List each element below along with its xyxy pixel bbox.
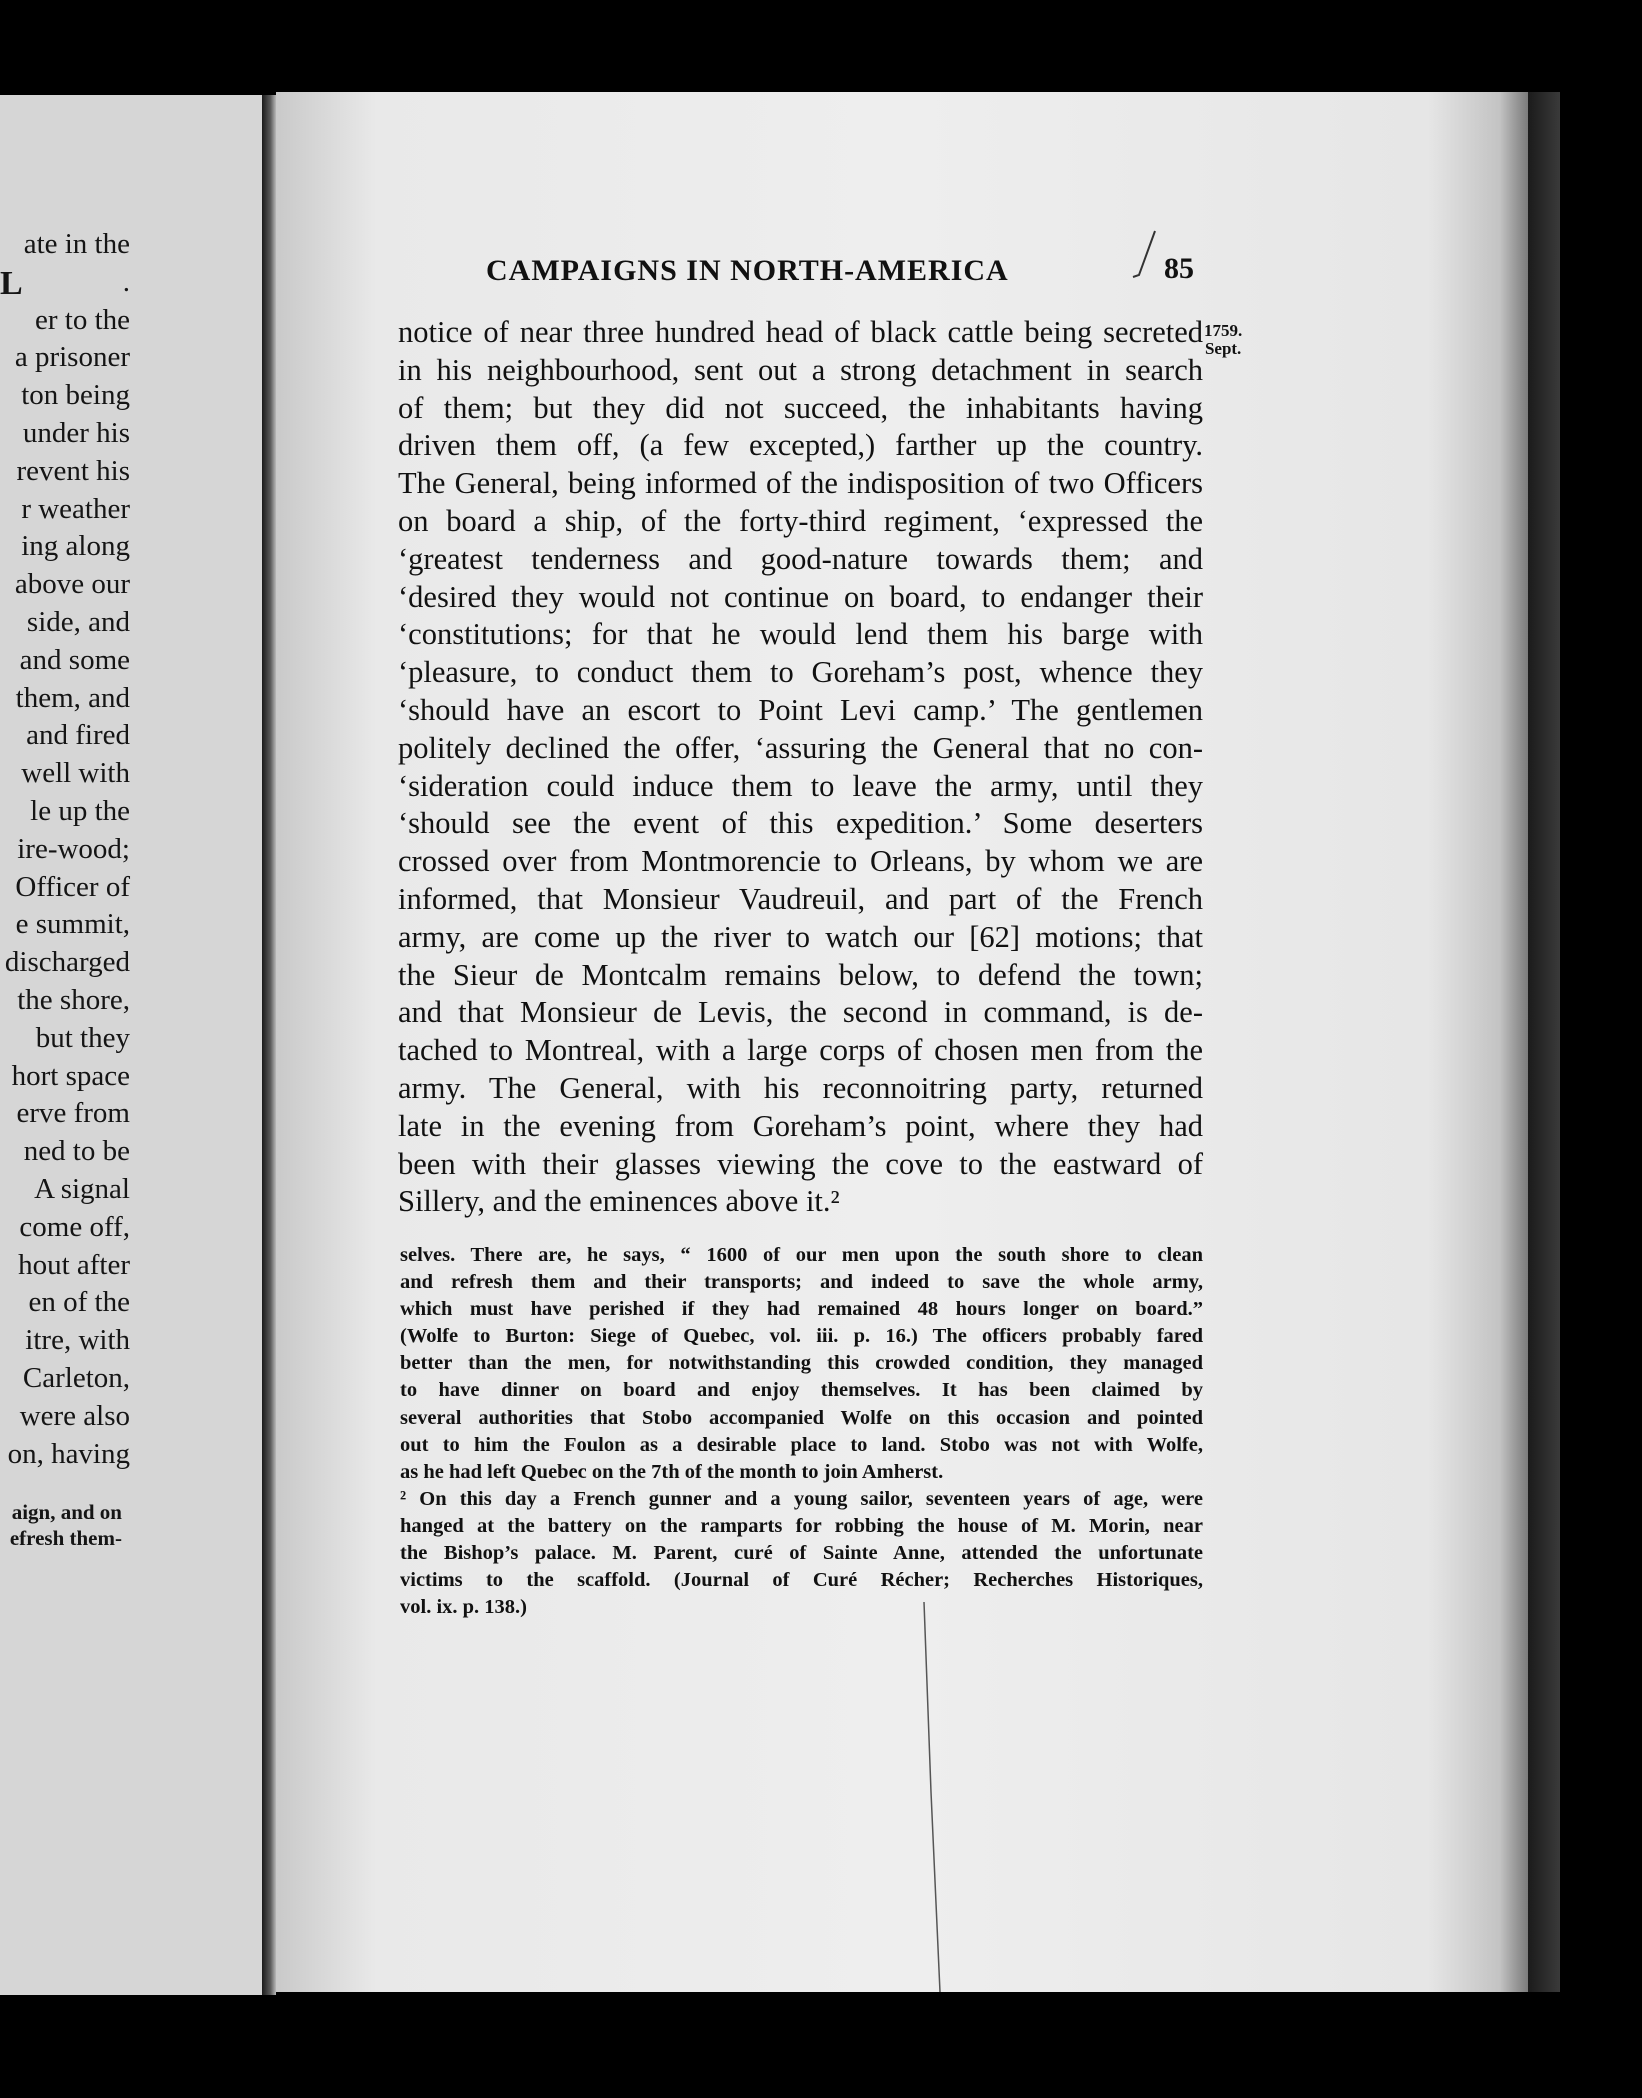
text-line: ‘greatest tenderness and good-nature towards them; and: [398, 541, 1203, 576]
footnote-line: as he had left Quebec on the 7th of the month to join Amherst.: [400, 1460, 944, 1483]
footnote-line: victims to the scaffold. (Journal of Curé Récher; Recherches Historiques,: [400, 1569, 1203, 1592]
left-page-line: A signal: [34, 1173, 130, 1205]
footnote-line: hanged at the battery on the ramparts for robbing the house of M. Morin, near: [400, 1514, 1203, 1537]
left-page-header-letter: L: [0, 265, 23, 302]
left-page-line: en of the: [28, 1286, 130, 1319]
left-page-line: revent his: [16, 454, 130, 487]
left-page-line: but they: [35, 1021, 130, 1054]
left-page-line: le up the: [30, 795, 130, 827]
left-page-line: hort space: [11, 1059, 130, 1092]
text-line: army, are come up the river to watch our [62] motions; that: [398, 919, 1203, 954]
left-page-line: er to the: [34, 303, 130, 336]
text-line: ‘should have an escort to Point Levi camp.’ The gentlemen: [398, 692, 1203, 727]
left-page-line: itre, with: [25, 1324, 130, 1357]
text-line: late in the evening from Goreham’s point, where they had: [398, 1108, 1203, 1143]
footnote-line: vol. ix. p. 138.): [400, 1596, 527, 1619]
left-page-line: a prisoner: [14, 341, 130, 374]
footnote-line: out to him the Foulon as a desirable place to land. Stobo was not with Wolfe,: [400, 1433, 1203, 1456]
left-page-line: Carleton,: [22, 1362, 130, 1394]
text-line: politely declined the offer, ‘assuring the General that no con-: [398, 730, 1203, 765]
text-line: and that Monsieur de Levis, the second in command, is de-: [398, 995, 1203, 1030]
text-line: been with their glasses viewing the cove to the eastward of: [398, 1146, 1203, 1181]
book-gutter: [262, 95, 276, 1995]
left-page-line: ned to be: [23, 1135, 130, 1168]
page-number: 85: [1164, 252, 1194, 285]
text-line: notice of near three hundred head of black cattle being secreted: [398, 315, 1203, 349]
margin-year: 1759.: [1204, 321, 1243, 340]
text-line: The General, being informed of the indisposition of two Officers: [398, 466, 1203, 501]
left-page-line: ing along: [21, 530, 130, 563]
left-page-line: ton being: [21, 379, 130, 412]
left-page-line: well with: [21, 757, 130, 790]
footnote-line: to have dinner on board and enjoy themselves. It has been claimed by: [400, 1379, 1203, 1402]
left-page-line: under his: [22, 417, 130, 449]
left-page-line: and some: [19, 643, 130, 676]
footnote-line: better than the men, for notwithstanding this crowded condition, they managed: [400, 1352, 1203, 1375]
text-line: in his neighbourhood, sent out a strong detachment in search: [398, 352, 1203, 387]
footnote-line: and refresh them and their transports; and indeed to save the whole army,: [400, 1271, 1203, 1294]
left-page-line: on, having: [7, 1437, 130, 1470]
text-line: of them; but they did not succeed, the inhabitants having: [398, 390, 1203, 425]
text-line: Sillery, and the eminences above it.²: [398, 1184, 840, 1219]
text-line: army. The General, with his reconnoitring party, returned: [398, 1070, 1203, 1105]
left-page-line: the shore,: [17, 984, 130, 1016]
right-page: [276, 92, 1528, 1992]
text-line: the Sieur de Montcalm remains below, to defend the town;: [398, 957, 1203, 992]
text-line: tached to Montreal, with a large corps of chosen men from the: [398, 1033, 1203, 1068]
footnote-line: several authorities that Stobo accompanied Wolfe on this occasion and pointed: [400, 1406, 1203, 1429]
left-page-line: e summit,: [15, 908, 130, 941]
left-page-line: erve from: [16, 1097, 130, 1130]
text-line: driven them off, (a few excepted,) farther up the country.: [398, 428, 1203, 463]
left-page-line: were also: [19, 1399, 130, 1432]
pencil-stroke-icon: [276, 92, 1528, 1992]
left-page-line: .: [122, 265, 130, 298]
left-page-line: come off,: [19, 1210, 130, 1243]
running-header: CAMPAIGNS IN NORTH-AMERICA: [486, 254, 1009, 287]
text-line: ‘desired they would not continue on board, to endanger their: [398, 579, 1203, 614]
left-page-footnote-line: efresh them-: [9, 1526, 122, 1550]
left-page-line: them, and: [15, 681, 130, 714]
text-line: on board a ship, of the forty-third regiment, ‘expressed the: [398, 503, 1203, 538]
left-page-line: ire-wood;: [17, 832, 130, 865]
page-edge-shadow: [1500, 92, 1560, 1992]
text-line: crossed over from Montmorencie to Orleans, by whom we are: [398, 844, 1203, 879]
text-line: informed, that Monsieur Vaudreuil, and part of the French: [398, 881, 1203, 916]
left-page-line: side, and: [26, 606, 130, 638]
left-page-line: Officer of: [15, 870, 130, 903]
text-line: ‘sideration could induce them to leave the army, until they: [398, 768, 1203, 803]
left-page-line: and fired: [26, 719, 130, 752]
footnote-line: selves. There are, he says, “ 1600 of our men upon the south shore to clean: [400, 1244, 1203, 1266]
left-page-line: ate in the: [23, 228, 130, 260]
left-page: [0, 95, 262, 1995]
margin-month: Sept.: [1204, 339, 1242, 358]
footnote-line: which must have perished if they had remained 48 hours longer on board.”: [400, 1298, 1203, 1321]
text-line: ‘should see the event of this expedition.’ Some deserters: [398, 806, 1203, 841]
footnote-line: (Wolfe to Burton: Siege of Quebec, vol. iii. p. 16.) The officers probably fared: [400, 1325, 1203, 1348]
text-line: ‘pleasure, to conduct them to Goreham’s post, whence they: [398, 655, 1203, 690]
text-line: ‘constitutions; for that he would lend them his barge with: [398, 617, 1203, 652]
footnote-line: the Bishop’s palace. M. Parent, curé of Sainte Anne, attended the unfortunate: [400, 1542, 1203, 1565]
left-page-line: r weather: [21, 492, 130, 525]
left-page-line: above our: [14, 568, 130, 601]
left-page-footnote-line: aign, and on: [11, 1500, 122, 1524]
left-page-line: discharged: [4, 946, 130, 979]
left-page-line: hout after: [18, 1248, 130, 1281]
footnote-line: ² On this day a French gunner and a young sailor, seventeen years of age, were: [400, 1487, 1203, 1510]
